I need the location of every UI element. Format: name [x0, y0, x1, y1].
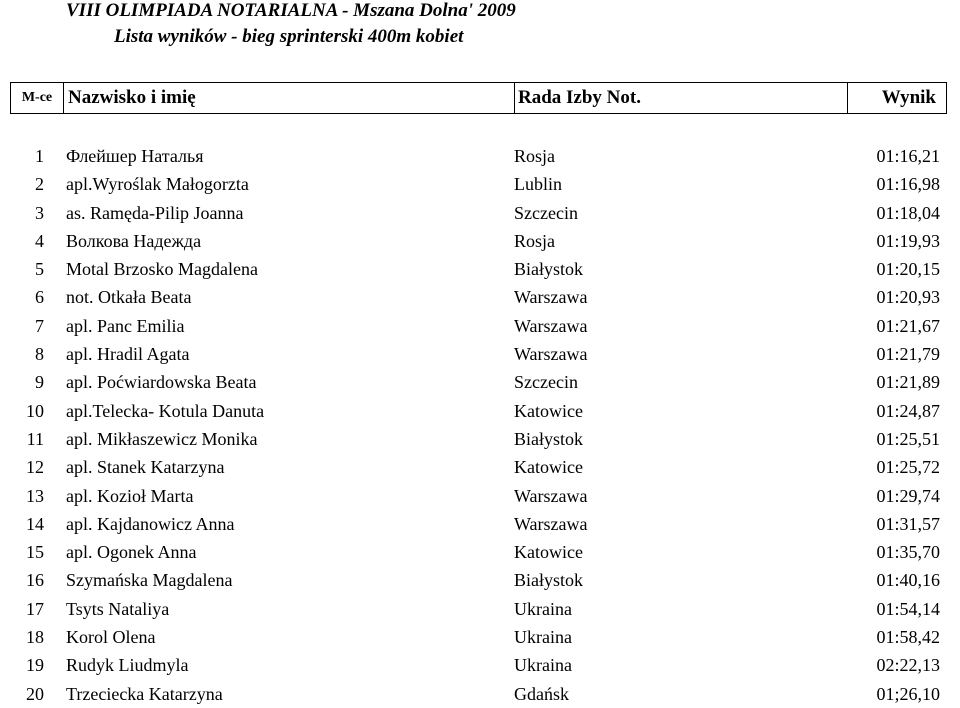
cell-name: apl.Wyroślak Małogorzta — [66, 174, 249, 195]
cell-chamber: Warszawa — [514, 315, 588, 336]
cell-name: apl. Hradil Agata — [66, 344, 190, 365]
cell-chamber: Gdańsk — [514, 683, 569, 704]
cell-chamber: Białystok — [514, 428, 584, 449]
cell-place: 8 — [35, 344, 44, 365]
table-row — [0, 283, 960, 311]
document-subtitle: Lista wyników - bieg sprinterski 400m kobiet — [114, 26, 464, 47]
cell-name: as. Ramęda-Pilip Joanna — [66, 202, 244, 223]
cell-place: 12 — [26, 457, 44, 478]
cell-name: apl. Mikłaszewicz Monika — [66, 428, 258, 449]
cell-place: 13 — [26, 485, 44, 506]
table-row — [0, 227, 960, 255]
cell-chamber: Katowice — [514, 457, 583, 478]
cell-place: 2 — [35, 174, 44, 195]
cell-place: 16 — [26, 570, 44, 591]
cell-name: Szymańska Magdalena — [66, 570, 233, 591]
cell-name: Флейшер Наталья — [66, 146, 204, 166]
cell-chamber: Białystok — [514, 259, 584, 280]
cell-place: 19 — [26, 655, 44, 676]
cell-result: 02:22,13 — [876, 655, 940, 676]
cell-chamber: Rosja — [514, 146, 556, 166]
cell-chamber: Warszawa — [514, 287, 588, 308]
cell-result: 01:35,70 — [876, 542, 940, 563]
table-row — [0, 255, 960, 283]
table-row — [0, 312, 960, 340]
cell-chamber: Warszawa — [514, 344, 588, 365]
cell-place: 15 — [26, 542, 44, 563]
cell-result: 01:16,98 — [876, 174, 940, 195]
cell-result: 01:18,04 — [876, 202, 940, 223]
table-row — [0, 425, 960, 453]
column-header-name: Nazwisko i imię — [63, 83, 514, 113]
table-row — [0, 397, 960, 425]
cell-name: apl. Kajdanowicz Anna — [66, 513, 235, 534]
cell-chamber: Warszawa — [514, 485, 588, 506]
cell-place: 10 — [26, 400, 44, 421]
cell-place: 3 — [35, 202, 44, 223]
cell-result: 01:21,89 — [876, 372, 940, 393]
cell-result: 01:20,93 — [876, 287, 940, 308]
cell-chamber: Warszawa — [514, 513, 588, 534]
table-row — [0, 368, 960, 396]
cell-place: 18 — [26, 627, 44, 648]
cell-chamber: Ukraina — [514, 655, 572, 676]
cell-chamber: Lublin — [514, 174, 562, 195]
column-header-place: M-ce — [21, 90, 53, 105]
table-row — [0, 566, 960, 594]
results-table — [0, 142, 960, 708]
cell-result: 01:58,42 — [876, 627, 940, 648]
table-row — [0, 142, 960, 170]
cell-name: Волкова Надежда — [66, 230, 202, 251]
cell-place: 11 — [26, 428, 44, 449]
cell-name: apl. Panc Emilia — [66, 315, 185, 336]
cell-chamber: Szczecin — [514, 372, 578, 393]
cell-place: 5 — [35, 259, 44, 280]
cell-name: Rudyk Liudmyla — [66, 655, 189, 676]
cell-place: 14 — [26, 513, 44, 534]
cell-result: 01:54,14 — [876, 598, 940, 619]
table-row — [0, 199, 960, 227]
table-row — [0, 538, 960, 566]
cell-place: 1 — [35, 146, 44, 166]
cell-result: 01:16,21 — [876, 146, 940, 166]
column-header-chamber: Rada Izby Not. — [514, 83, 847, 113]
cell-place: 9 — [35, 372, 44, 393]
cell-result: 01:19,93 — [876, 230, 940, 251]
cell-name: Tsyts Nataliya — [66, 598, 170, 619]
table-row — [0, 595, 960, 623]
cell-place: 4 — [35, 230, 44, 251]
table-row — [0, 623, 960, 651]
column-header-result: Wynik — [847, 83, 946, 113]
cell-place: 20 — [26, 683, 44, 704]
cell-name: apl.Telecka- Kotula Danuta — [66, 400, 265, 421]
cell-result: 01:31,57 — [876, 513, 940, 534]
table-header — [10, 82, 947, 114]
cell-result: 01:25,72 — [876, 457, 940, 478]
cell-name: apl. Stanek Katarzyna — [66, 457, 225, 478]
cell-result: 01;26,10 — [876, 683, 940, 704]
table-row — [0, 170, 960, 198]
cell-result: 01:40,16 — [876, 570, 940, 591]
cell-chamber: Ukraina — [514, 627, 572, 648]
cell-chamber: Katowice — [514, 542, 583, 563]
cell-chamber: Białystok — [514, 570, 584, 591]
cell-result: 01:25,51 — [876, 428, 940, 449]
cell-chamber: Katowice — [514, 400, 583, 421]
table-row — [0, 340, 960, 368]
table-row — [0, 482, 960, 510]
table-row — [0, 651, 960, 679]
cell-result: 01:21,79 — [876, 344, 940, 365]
cell-name: apl. Kozioł Marta — [66, 485, 194, 506]
cell-chamber: Rosja — [514, 230, 556, 251]
table-row — [0, 680, 960, 708]
cell-name: not. Otkała Beata — [66, 287, 192, 308]
cell-name: apl. Ogonek Anna — [66, 542, 197, 563]
cell-result: 01:24,87 — [876, 400, 940, 421]
table-row — [0, 453, 960, 481]
table-row — [0, 510, 960, 538]
cell-place: 7 — [35, 315, 44, 336]
cell-name: Korol Olena — [66, 627, 156, 648]
cell-place: 6 — [35, 287, 44, 308]
cell-place: 17 — [26, 598, 44, 619]
cell-result: 01:29,74 — [876, 485, 940, 506]
cell-name: Motal Brzosko Magdalena — [66, 259, 258, 280]
document-title: VIII OLIMPIADA NOTARIALNA - Mszana Dolna' 2009 — [66, 0, 516, 21]
cell-chamber: Szczecin — [514, 202, 578, 223]
cell-name: apl. Poćwiardowska Beata — [66, 372, 257, 393]
cell-chamber: Ukraina — [514, 598, 572, 619]
cell-result: 01:20,15 — [876, 259, 940, 280]
cell-name: Trzeciecka Katarzyna — [66, 683, 223, 704]
cell-result: 01:21,67 — [876, 315, 940, 336]
